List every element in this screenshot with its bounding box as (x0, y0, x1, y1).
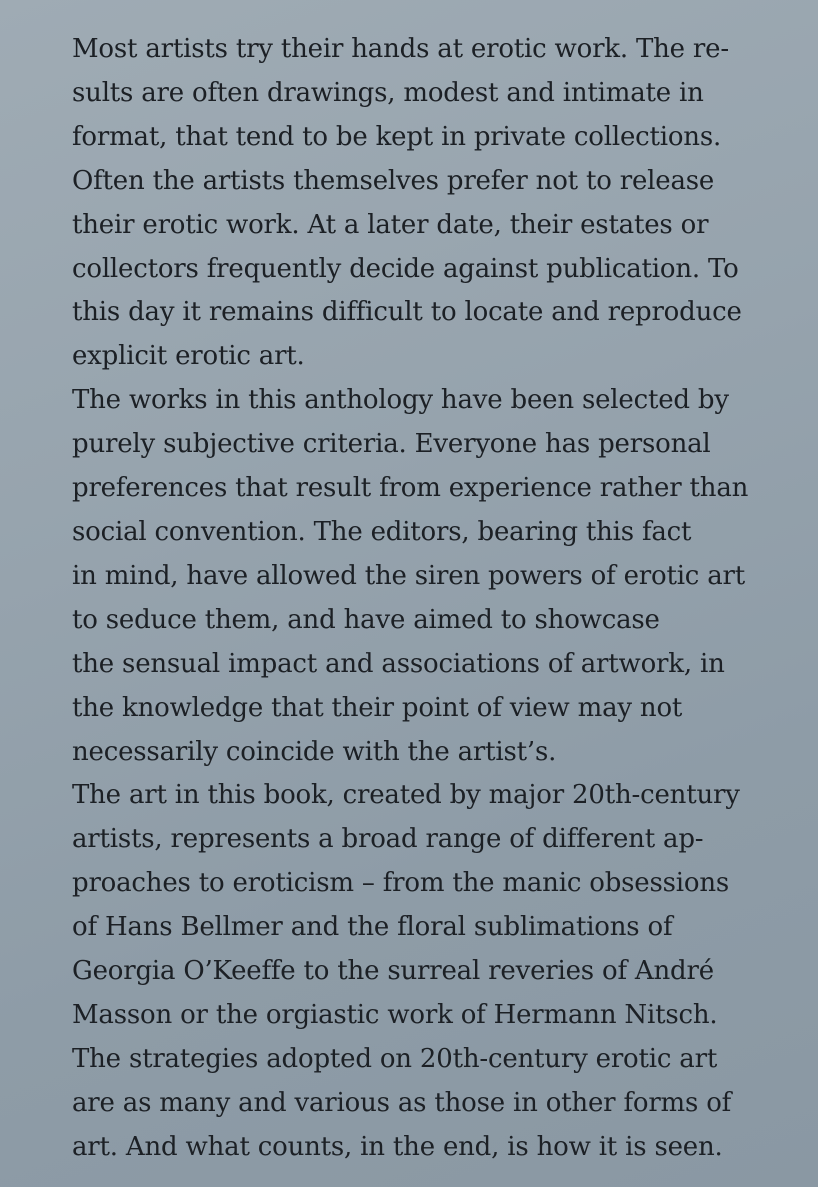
text-line: are as many and various as those in other forms of (72, 1087, 732, 1118)
text-line: explicit erotic art. (72, 341, 305, 372)
text-line: social convention. The editors, bearing this fact (72, 516, 692, 547)
text-line: The works in this anthology have been selected by (72, 385, 729, 416)
text-line: to seduce them, and have aimed to showcase (72, 604, 660, 635)
text-line: their erotic work. At a later date, their estates or (72, 209, 709, 240)
text-line: Often the artists themselves prefer not to release (72, 165, 715, 196)
paragraph-2 (72, 379, 772, 774)
paragraph-1 (72, 28, 772, 379)
text-line: The art in this book, created by major 20th-century (72, 780, 740, 811)
text-line: purely subjective criteria. Everyone has personal (72, 429, 711, 460)
text-line: Georgia O’Keeffe to the surreal reveries of André (72, 956, 714, 987)
text-line: Masson or the orgiastic work of Hermann Nitsch. (72, 999, 718, 1030)
paragraph-3 (72, 774, 772, 1169)
text-line: Most artists try their hands at erotic work. The re- (72, 34, 729, 64)
text-line: collectors frequently decide against publication. To (72, 253, 739, 284)
text-line: of Hans Bellmer and the floral sublimations of (72, 912, 673, 943)
text-line: the knowledge that their point of view may not (72, 692, 683, 723)
text-line: The strategies adopted on 20th-century erotic art (72, 1043, 718, 1074)
text-line: in mind, have allowed the siren powers of erotic art (72, 560, 746, 591)
text-line: the sensual impact and associations of artwork, in (72, 648, 725, 679)
text-line: art. And what counts, in the end, is how it is seen. (72, 1131, 723, 1162)
text-line: this day it remains difficult to locate and reproduce (72, 297, 742, 328)
body-text (72, 28, 772, 1170)
text-line: proaches to eroticism – from the manic obsessions (72, 868, 730, 899)
text-line: sults are often drawings, modest and intimate in (72, 77, 704, 108)
text-line: necessarily coincide with the artist’s. (72, 736, 557, 767)
text-line: artists, represents a broad range of different ap- (72, 824, 704, 855)
text-line: preferences that result from experience rather than (72, 473, 749, 504)
text-line: format, that tend to be kept in private collections. (72, 121, 722, 152)
